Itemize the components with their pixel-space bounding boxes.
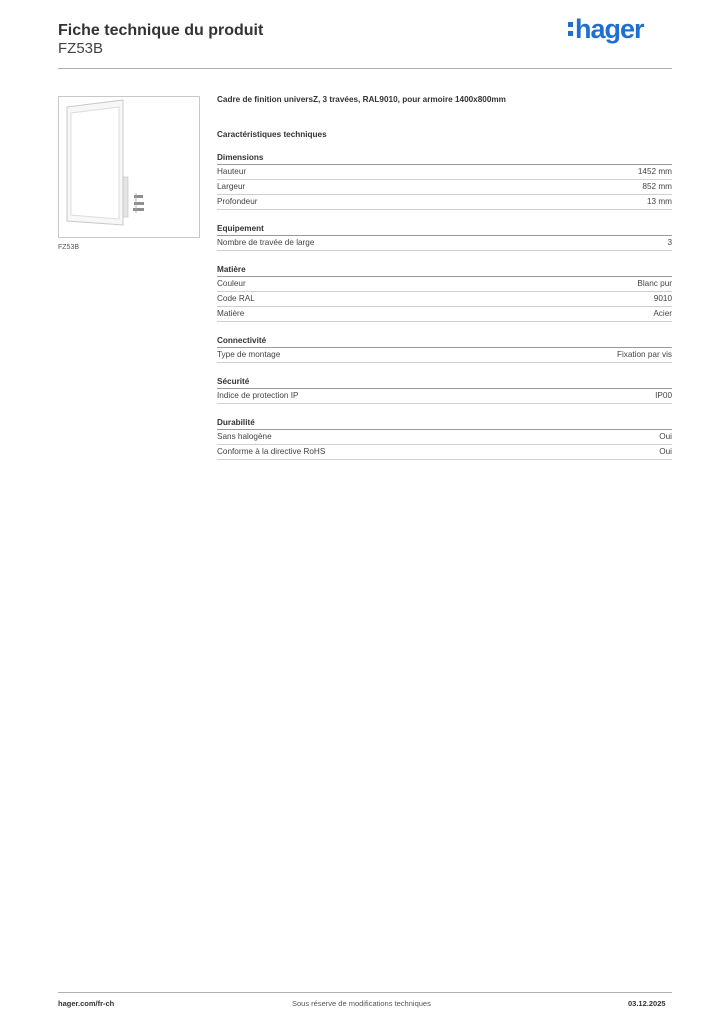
- spec-label: Sans halogène: [217, 432, 272, 441]
- spec-row: [217, 348, 672, 363]
- spec-row: [217, 389, 672, 404]
- spec-label: Conforme à la directive RoHS: [217, 447, 326, 456]
- spec-label: Hauteur: [217, 167, 247, 176]
- spec-row: [217, 307, 672, 322]
- header-divider: [58, 68, 672, 69]
- spec-row: [217, 277, 672, 292]
- document-title: Fiche technique du produit: [58, 22, 264, 39]
- tech-characteristics-heading: Caractéristiques techniques: [217, 130, 327, 139]
- spec-value: Fixation par vis: [616, 350, 672, 359]
- spec-group-title: Dimensions: [217, 153, 672, 165]
- spec-value: 9010: [653, 294, 672, 303]
- spec-value: 3: [667, 238, 672, 247]
- spec-group-title: Equipement: [217, 224, 672, 236]
- spec-value: IP00: [655, 391, 672, 400]
- logo-text: hager: [575, 14, 644, 44]
- product-description: Cadre de finition universZ, 3 travées, RAL9010, pour armoire 1400x800mm: [217, 95, 506, 104]
- spec-label: Couleur: [217, 279, 246, 288]
- spec-label: Code RAL: [217, 294, 255, 303]
- product-image: [58, 96, 200, 238]
- spec-group: [217, 265, 672, 322]
- spec-group: [217, 153, 672, 210]
- hager-logo: [568, 14, 644, 45]
- spec-row: [217, 180, 672, 195]
- spec-value: 852 mm: [642, 182, 672, 191]
- product-code: FZ53B: [58, 40, 104, 57]
- spec-row: [217, 292, 672, 307]
- spec-label: Nombre de travée de large: [217, 238, 315, 247]
- spec-groups: [217, 153, 672, 460]
- finishing-frame-icon: [59, 97, 199, 237]
- spec-value: 1452 mm: [637, 167, 672, 176]
- spec-value: Blanc pur: [637, 279, 672, 288]
- footer-notice: Sous réserve de modifications techniques: [292, 999, 431, 1008]
- logo-dots-icon: [568, 22, 573, 36]
- spec-label: Type de montage: [217, 350, 281, 359]
- spec-group-title: Connectivité: [217, 336, 672, 348]
- spec-row: [217, 236, 672, 251]
- spec-value: Oui: [659, 447, 672, 456]
- spec-group: [217, 377, 672, 404]
- spec-label: Largeur: [217, 182, 246, 191]
- spec-content: [217, 95, 672, 460]
- image-caption: FZ53B: [58, 244, 80, 251]
- spec-row: [217, 195, 672, 210]
- spec-group: [217, 224, 672, 251]
- spec-label: Matière: [217, 309, 245, 318]
- spec-group: [217, 336, 672, 363]
- spec-label: Profondeur: [217, 197, 258, 206]
- spec-row: [217, 430, 672, 445]
- footer-divider: [58, 992, 672, 993]
- spec-row: [217, 445, 672, 460]
- footer-date: 03.12.2025: [628, 999, 666, 1008]
- spec-row: [217, 165, 672, 180]
- spec-group-title: Durabilité: [217, 418, 672, 430]
- spec-value: Acier: [653, 309, 672, 318]
- spec-label: Indice de protection IP: [217, 391, 299, 400]
- spec-value: 13 mm: [646, 197, 672, 206]
- spec-value: Oui: [659, 432, 672, 441]
- spec-group-title: Matière: [217, 265, 672, 277]
- footer-website: hager.com/fr-ch: [58, 999, 115, 1008]
- spec-group: [217, 418, 672, 460]
- spec-group-title: Sécurité: [217, 377, 672, 389]
